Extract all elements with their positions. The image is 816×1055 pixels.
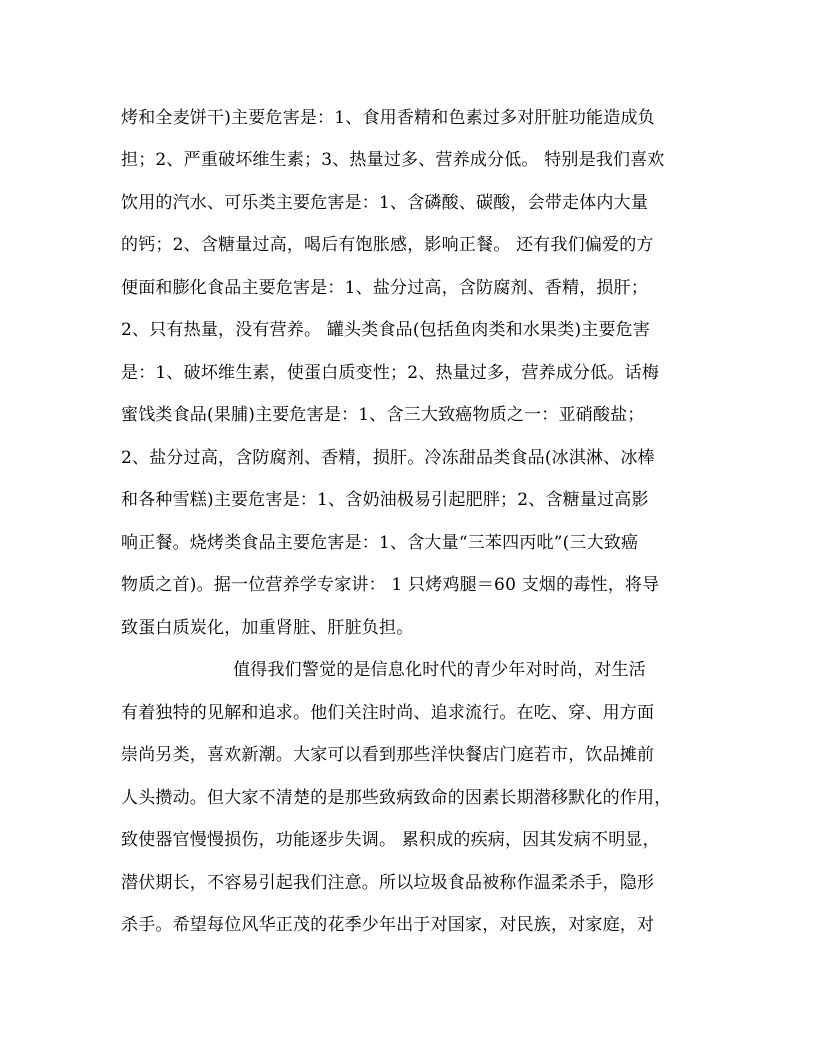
text-line: 潜伏期长，不容易引起我们注意。所以垃圾食品被称作温柔杀手，隐形 [121, 873, 655, 893]
text-line: 致蛋白质炭化，加重肾脏、肝脏负担。 [121, 618, 414, 638]
text-line: 蜜饯类食品(果脯)主要危害是：1、含三大致癌物质之一：亚硝酸盐； [121, 405, 645, 425]
text-line: 人头攒动。但大家不清楚的是那些致病致命的因素长期潜移默化的作用， [121, 788, 672, 808]
text-line: 的钙；2、含糖量过高，喝后有饱胀感，影响正餐。 还有我们偏爱的方 [121, 235, 654, 255]
text-line: 崇尚另类，喜欢新潮。大家可以看到那些洋快餐店门庭若市，饮品摊前 [121, 745, 655, 765]
text-line: 便面和膨化食品主要危害是：1、盐分过高，含防腐剂、香精，损肝； [121, 278, 649, 298]
text-line: 响正餐。烧烤类食品主要危害是：1、含大量“三苯四丙吡”(三大致癌 [121, 533, 639, 553]
text-line: 和各种雪糕)主要危害是：1、含奶油极易引起肥胖；2、含糖量过高影 [121, 490, 649, 510]
paragraph-first-line: 值得我们警觉的是信息化时代的青少年对时尚，对生活 [121, 660, 646, 680]
text-line: 物质之首)。据一位营养学专家讲： 1 只烤鸡腿＝60 支烟的毒性，将导 [121, 575, 660, 595]
text-line: 烤和全麦饼干)主要危害是：1、食用香精和色素过多对肝脏功能造成负 [121, 108, 655, 128]
text-line: 致使器官慢慢损伤，功能逐步失调。 累积成的疾病，因其发病不明显， [121, 830, 660, 850]
text-line: 担；2、严重破坏维生素；3、热量过多、营养成分低。 特别是我们喜欢 [121, 150, 665, 170]
text-line: 有着独特的见解和追求。他们关注时尚、追求流行。在吃、穿、用方面 [121, 703, 655, 723]
text-line: 饮用的汽水、可乐类主要危害是：1、含磷酸、碳酸，会带走体内大量 [121, 193, 649, 213]
text-line: 杀手。希望每位风华正茂的花季少年出于对国家，对民族，对家庭，对 [121, 915, 655, 935]
text-line: 2、只有热量，没有营养。 罐头类食品(包括鱼肉类和水果类)主要危害 [121, 320, 651, 340]
text-line: 是：1、破坏维生素，使蛋白质变性；2、热量过多，营养成分低。话梅 [121, 363, 660, 383]
text-line: 2、盐分过高，含防腐剂、香精，损肝。冷冻甜品类食品(冰淇淋、冰棒 [121, 448, 655, 468]
